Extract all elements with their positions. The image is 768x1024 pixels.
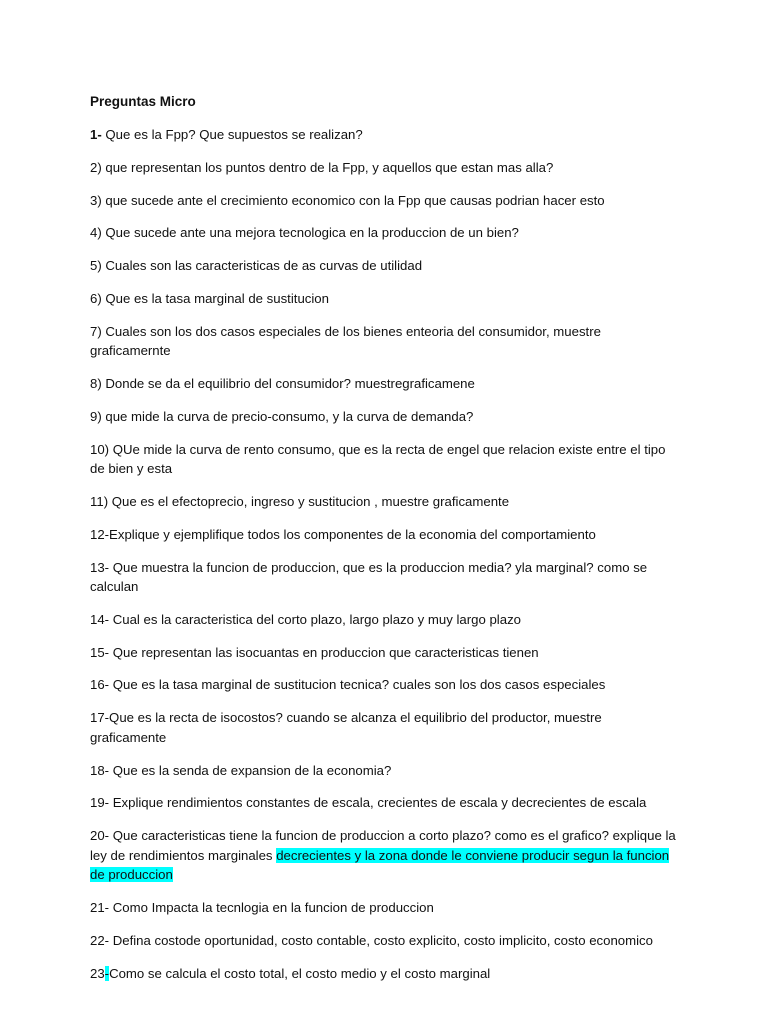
question-22: 22- Defina costode oportunidad, costo contable, costo explicito, costo implicito, costo economico (90, 932, 653, 948)
question-10: 10) QUe mide la curva de rento consumo, que es la recta de engel que relacion existe entre el tipo de bien y esta (90, 441, 666, 477)
question-8: 8) Donde se da el equilibrio del consumidor? muestregraficamene (90, 376, 475, 392)
question-21: 21- Como Impacta la tecnlogia en la funcion de produccion (90, 899, 434, 915)
question-6: 6) Que es la tasa marginal de sustitucion (90, 290, 329, 306)
question-text: Como se calcula el costo total, el costo medio y el costo marginal (109, 965, 491, 981)
question-12: 12-Explique y ejemplifique todos los componentes de la economia del comportamiento (90, 526, 596, 542)
question-4: 4) Que sucede ante una mejora tecnologica en la produccion de un bien? (90, 225, 519, 241)
highlighted-text: - (104, 965, 110, 981)
question-9: 9) que mide la curva de precio-consumo, y la curva de demanda? (90, 408, 474, 424)
question-1 (90, 125, 680, 145)
question-7: 7) Cuales son los dos casos especiales de los bienes enteoria del consumidor, muestre graficamernte (90, 323, 601, 359)
question-number: 23 (90, 965, 105, 981)
question-text: Que es la Fpp? Que supuestos se realizan? (101, 127, 363, 142)
question-number: 1- (90, 127, 102, 142)
document-body (90, 92, 680, 996)
question-17: 17-Que es la recta de isocostos? cuando se alcanza el equilibrio del productor, muestre graficamente (90, 710, 602, 745)
question-5: 5) Cuales son las caracteristicas de as curvas de utilidad (90, 258, 423, 274)
document-title: Preguntas Micro (90, 94, 196, 109)
question-23 (90, 964, 680, 984)
question-2: 2) que representan los puntos dentro de la Fpp, y aquellos que estan mas alla? (90, 159, 554, 175)
question-13: 13- Que muestra la funcion de produccion, que es la produccion media? yla marginal? como se calculan (90, 559, 648, 595)
question-14: 14- Cual es la caracteristica del corto plazo, largo plazo y muy largo plazo (90, 611, 522, 627)
question-16: 16- Que es la tasa marginal de sustitucion tecnica? cuales son los dos casos especiales (90, 677, 606, 693)
question-text: 20- Que caracteristicas tiene la funcion de produccion a corto plazo? como es el grafico? explique la ley de rendimientos marginales (90, 828, 676, 863)
highlighted-text: decrecientes y la zona donde le conviene producir segun la funcion de produccion (90, 847, 670, 883)
question-19: 19- Explique rendimientos constantes de escala, crecientes de escala y decrecientes de escala (90, 795, 647, 811)
question-3: 3) que sucede ante el crecimiento economico con la Fpp que causas podrian hacer esto (90, 192, 605, 208)
question-15: 15- Que representan las isocuantas en produccion que caracteristicas tienen (90, 644, 539, 660)
question-20 (90, 826, 680, 885)
question-18: 18- Que es la senda de expansion de la economia? (90, 762, 392, 778)
question-11: 11) Que es el efectoprecio, ingreso y sustitucion , muestre graficamente (90, 493, 510, 509)
